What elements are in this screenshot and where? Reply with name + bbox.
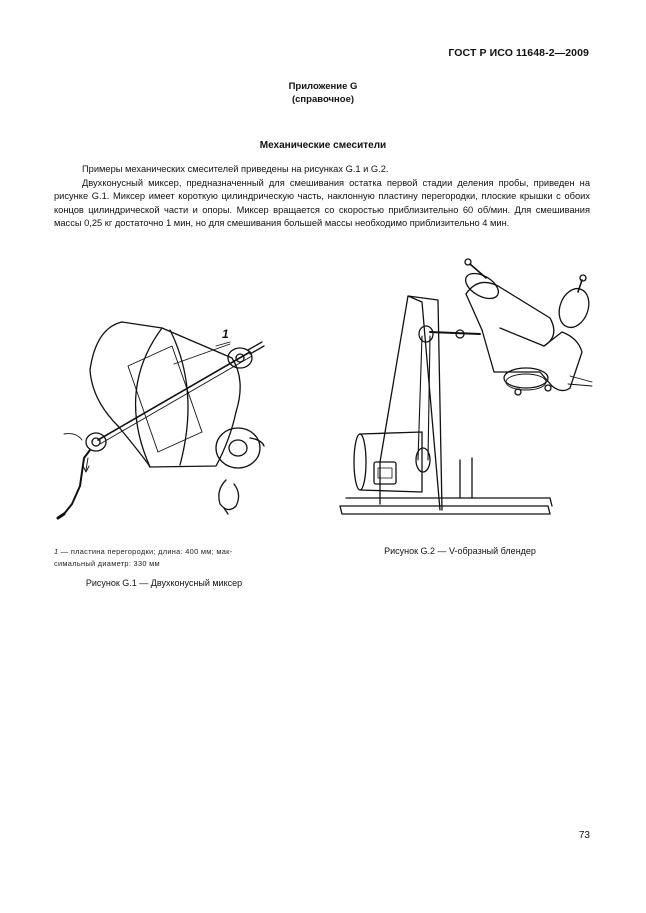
paragraph-double-cone: Двухконусный миксер, предназначенный для смешивания остатка первой стадии деления пробы, приведен на рисунке G.1. Миксер имеет короткую цилиндрическую часть, наклонную пластину перегородки, плоские крышки с обоих концов цилиндрической части и опоры. Миксер вращается со скоростью приблизительно 60 об/мин. Для смешивания массы 0,25 кг достаточно 1 мин, но для смешивания большей массы необходимо приблизительно 4 мин.: [54, 177, 590, 229]
figure2-caption: Рисунок G.2 — V-образный блендер: [384, 546, 536, 556]
annex-subtitle: (справочное): [291, 94, 355, 105]
double-cone-mixer-drawing: [50, 300, 280, 530]
body-text: [54, 163, 590, 231]
annex-title: Приложение G: [288, 81, 358, 92]
legend-line-1: — пластина перегородки; длина: 400 мм; мак-: [58, 547, 233, 556]
section-title: Механические смесители: [259, 140, 387, 151]
figure1-legend: [54, 546, 274, 570]
v-blender-drawing: [330, 248, 600, 538]
page-number: 73: [578, 830, 590, 841]
legend-number: 1: [54, 547, 59, 556]
figure1-caption: Рисунок G.1 — Двухконусный миксер: [85, 578, 243, 588]
legend-line-2: симальный диаметр: 330 мм: [54, 559, 160, 568]
standard-code: ГОСТ Р ИСО 11648-2—2009: [448, 47, 589, 59]
callout-number: 1: [222, 327, 229, 341]
paragraph-intro: Примеры механических смесителей приведены на рисунках G.1 и G.2.: [82, 164, 389, 174]
